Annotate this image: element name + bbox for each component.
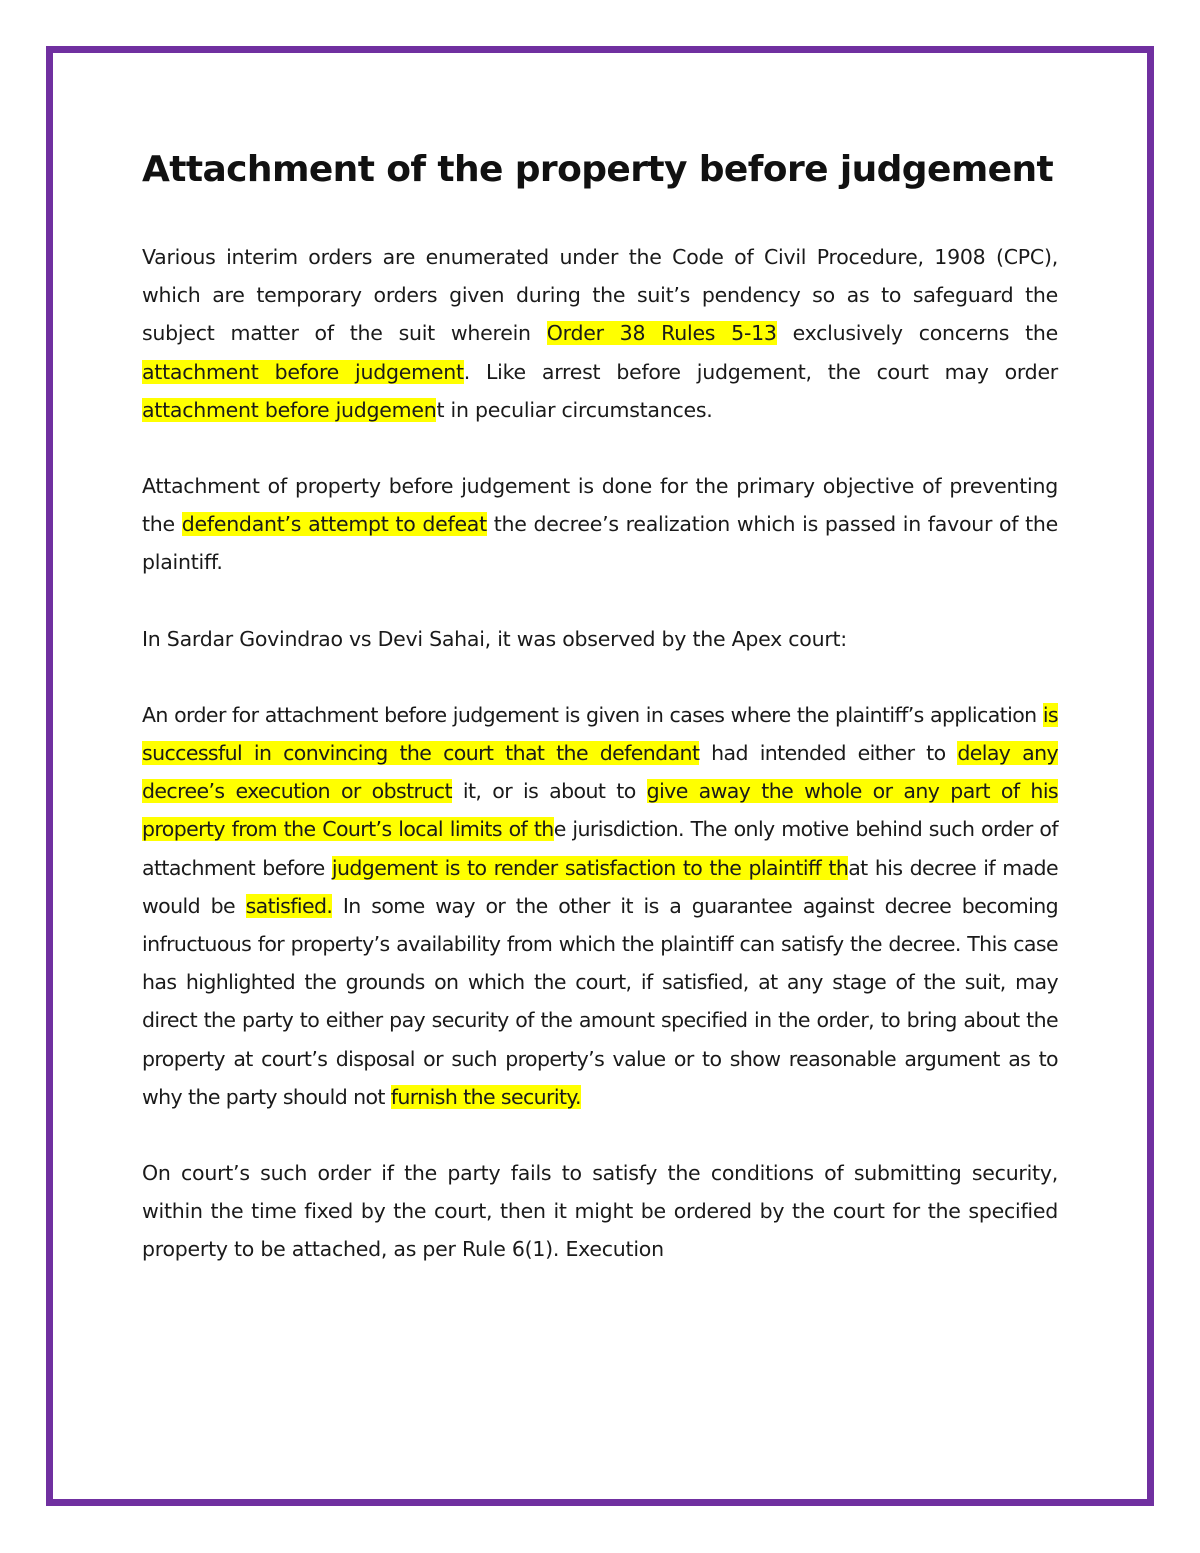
highlighted-text: attachment before judgement — [142, 359, 464, 384]
text-run: e jurisdiction. The only motive behind such order of attachment before — [142, 817, 1058, 880]
text-run: . Like arrest before judgement, the court may order — [463, 359, 1058, 384]
highlighted-text: delay any decree’s execution or obstruct — [142, 741, 1058, 804]
text-run: at his decree if made would be — [142, 855, 1058, 918]
paragraphs — [142, 238, 1058, 1269]
text-run: the decree’s realization which is passed in favour of the plaintiff. — [142, 512, 1058, 575]
highlighted-text: judgement is to render satisfaction to the plaintiff th — [331, 855, 849, 880]
document-body — [142, 140, 1058, 1307]
text-run: had intended either to — [699, 741, 958, 766]
paragraph — [142, 696, 1058, 1116]
highlighted-text: give away the whole or any part of his property from the Court’s local limits of th — [142, 779, 1058, 842]
text-run: In Sardar Govindrao vs Devi Sahai, it was observed by the Apex court: — [142, 626, 847, 651]
highlighted-text: satisfied. — [245, 893, 333, 918]
text-run: t in peculiar circumstances. — [436, 397, 713, 422]
text-run: Attachment of property before judgement is done for the primary objective of preventing the — [142, 474, 1058, 537]
paragraph — [142, 467, 1058, 582]
text-run: In some way or the other it is a guarantee against decree becoming infructuous for property’s availability from which the plaintiff can satisfy the decree. This case has highlighted the grounds on which the court, if satisfied, at any stage of the suit, may direct the party to either pay security of the amount specified in the order, to bring about the property at court’s disposal or such property’s value or to show reasonable argument as to why the party should not — [142, 893, 1058, 1109]
text-run: On court’s such order if the party fails to satisfy the conditions of submitting security, within the time fixed by the court, then it might be ordered by the court for the specified property to be attached, as per Rule 6(1). Execution — [142, 1161, 1058, 1262]
highlighted-text: defendant’s attempt to defeat — [181, 512, 487, 537]
highlighted-text: attachment before judgemen — [142, 397, 437, 422]
paragraph — [142, 1154, 1058, 1269]
text-run: Various interim orders are enumerated under the Code of Civil Procedure, 1908 (CPC), which are temporary orders given during the suit’s pendency so as to safeguard the subject matter of the suit wherein — [142, 245, 1058, 346]
highlighted-text: furnish the security. — [390, 1084, 581, 1109]
highlighted-text: is successful in convincing the court that the defendant — [142, 702, 1058, 766]
paragraph — [142, 620, 1058, 658]
paragraph — [142, 238, 1058, 429]
text-run: it, or is about to — [451, 779, 647, 804]
text-run: exclusively concerns the — [776, 321, 1058, 346]
document-title: Attachment of the property before judgement — [142, 149, 1054, 190]
text-run: An order for attachment before judgement is given in cases where the plaintiff’s application — [142, 702, 1043, 727]
highlighted-text: Order 38 Rules 5-13 — [546, 321, 777, 346]
